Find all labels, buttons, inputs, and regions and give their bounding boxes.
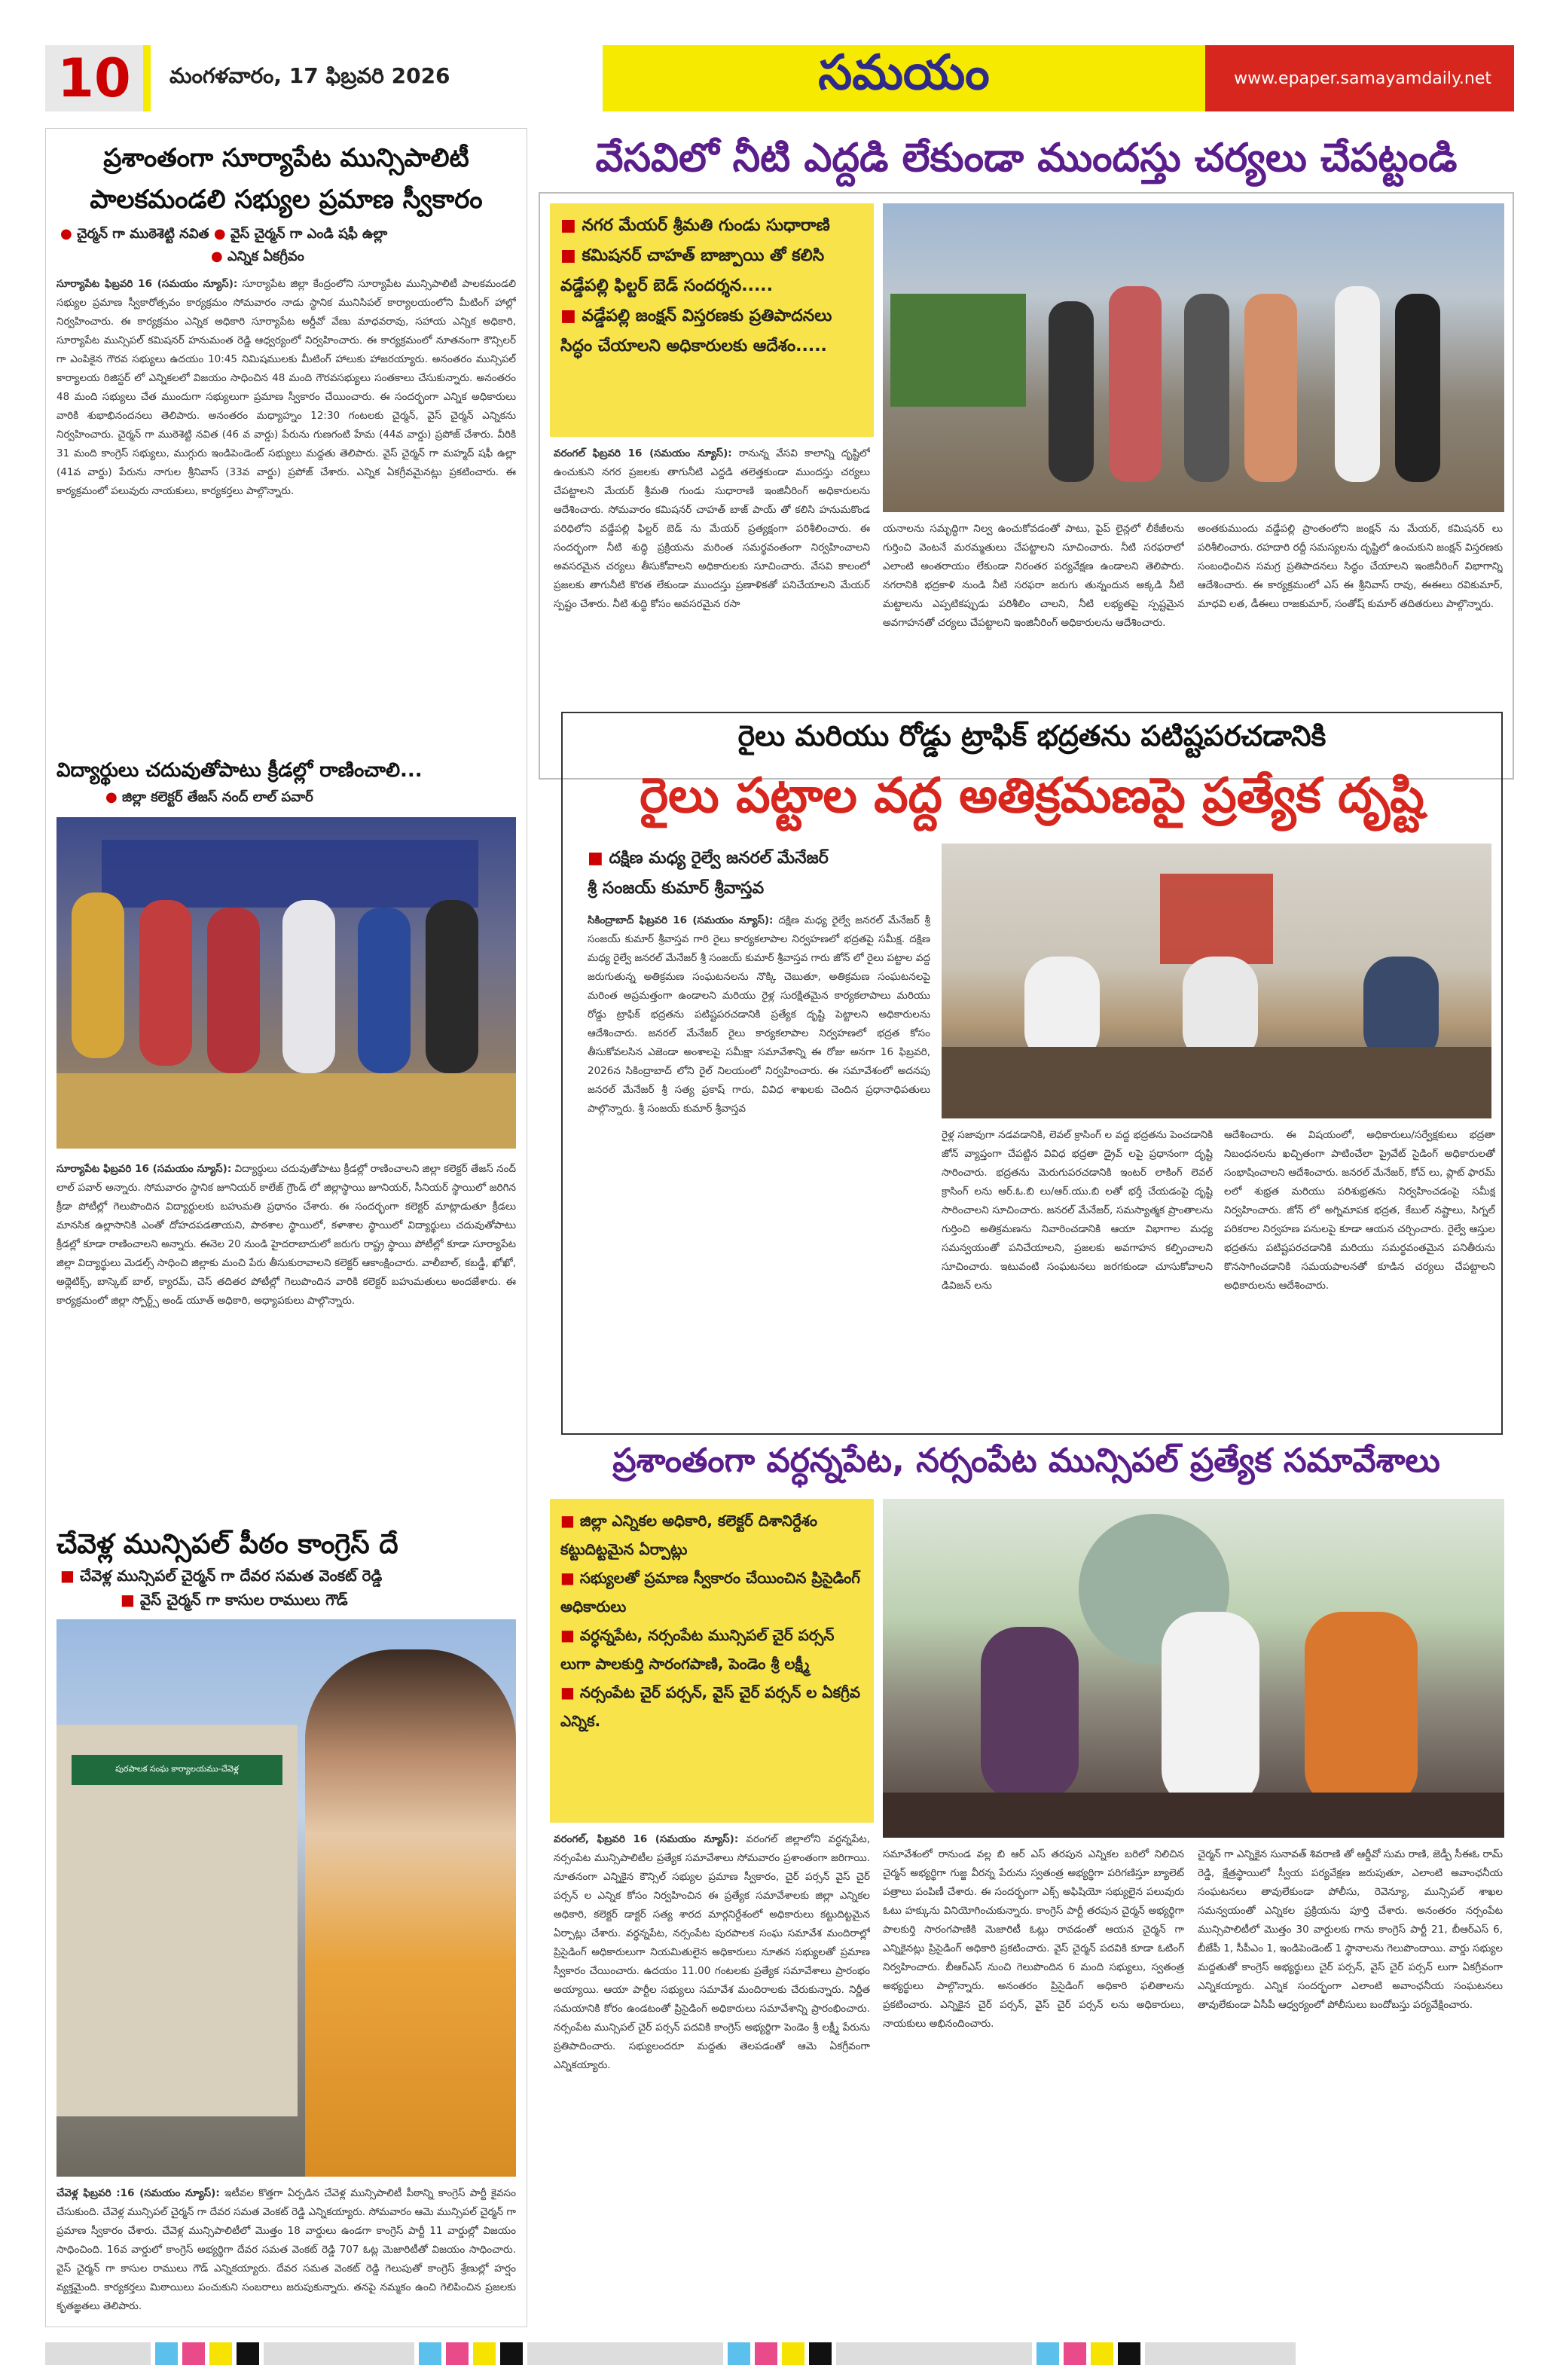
- color-swatch: [473, 2342, 496, 2365]
- person-figure: [1335, 286, 1380, 482]
- story2-body: [56, 1160, 516, 1533]
- color-swatch: [782, 2342, 804, 2365]
- story3-bullet2-wrap: [121, 1591, 527, 1613]
- color-swatch: [419, 2342, 441, 2365]
- story5-byline: [588, 844, 934, 904]
- story4-body-col3: అంతకుముందు వడ్డేపల్లి ప్రాంతంలోని జంక్షన్ ను మేయర్, కమిషనర్ లు పరిశీలించారు. రహదారి రద్దీ సమస్యలను దృష్టిలో ఉంచుకుని జంక్షన్ విస్తరణకు సంబంధించిన సమగ్ర ప్రతిపాదనలు సిద్ధం చేయాలని ఇంజినీరింగ్ విభాగాన్ని ఆదేశించారు. ఈ కార్యక్రమంలో ఎస్ ఈ శ్రీనివాస్ రావు, ఈఈలు రవికుమార్, మాధవి లత, డీఈలు రాజకుమార్, సంతోష్ కుమార్ తదితరులు పాల్గొన్నారు.: [1198, 523, 1503, 610]
- color-swatch: [182, 2342, 205, 2365]
- story4-dateline: వరంగల్ ఫిబ్రవరి 16 (సమయం న్యూస్):: [554, 447, 732, 459]
- website-link[interactable]: www.epaper.samayamdaily.net: [1205, 45, 1514, 111]
- bullet-icon: ■: [560, 1569, 580, 1587]
- story6-body-col2: సమావేశంలో రానుండ వల్ల బి ఆర్ ఎస్ తరపున ఎన్నికల బరిలో నిలిచిన చైర్మన్ అభ్యర్థిగా గుజ్జ వీరన్న పేరును స్వతంత్ర అభ్యర్థిగా పరిగణిస్తూ బ్యాలెట్ పత్రాలు పంపిణీ చేశారు. ఈ సందర్భంగా ఎక్స్ అఫిషియో సభ్యులైన పలువురు ఓటు హక్కును వినియోగించుకున్నారు. కాంగ్రెస్ పార్టీ తరపున చైర్మన్ అభ్యర్థిగా పాలకుర్తి సారంగపాణికి మెజారిటీ ఓట్లు రావడంతో ఆయన చైర్మన్ గా ఎన్నికైనట్లు ప్రిసైడింగ్ అధికారి ప్రకటించారు. వైస్ చైర్మన్ పదవికి కూడా ఓటింగ్ నిర్వహించారు. బీఆర్ఎస్ నుంచి గెలుపొందిన 6 మంది సభ్యులు, స్వతంత్ర అభ్యర్థులు పాల్గొన్నారు. అనంతరం ప్రిసైడింగ్ అధికారి ఫలితాలను ప్రకటించారు. ఎన్నికైన చైర్ పర్సన్, వైస్ చైర్ పర్సన్ లను అధికారులు, నాయకులు అభినందించారు.: [883, 1848, 1184, 2030]
- print-color-bar: [45, 2342, 1514, 2365]
- truck: [890, 294, 1026, 407]
- color-swatch: [1118, 2342, 1140, 2365]
- story5-body-col2: రైళ్ల సజావుగా నడవడానికి, లెవల్ క్రాసింగ్ ల వద్ద భద్రతను పెంచడానికి జోన్ వ్యాప్తంగా చేపట్టిన వివిధ భద్రతా డ్రైవ్ లపై ప్రధానంగా దృష్టి సారించారు. భద్రతను మెరుగుపరచడానికి ఇంటర్ లాకింగ్ లెవల్ క్రాసింగ్ లను ఆర్.ఓ.బి లు/ఆర్.యు.బి లతో భర్తీ చేయడంపై దృష్టి సారించాలని సూచించారు. జనరల్ మేనేజర్, సమస్యాత్మక ప్రాంతాలను గుర్తించి అతిక్రమణను నివారించడానికి ఆయా విభాగాల మధ్య సమన్వయంతో పనిచేయాలని, ప్రజలకు అవగాహన కల్పించాలని సూచించారు. ఇటువంటి సంఘటనలు జరగకుండా చూసుకోవాలని డివిజన్ లను: [942, 1129, 1213, 1292]
- color-swatch: [527, 2342, 723, 2365]
- story2-byline: జిల్లా కలెక్టర్ తేజస్ నంద్ లాల్ పవార్: [122, 789, 313, 805]
- issue-date: మంగళవారం, 17 ఫిబ్రవరి 2026: [151, 45, 603, 111]
- office-signboard: పురపాలక సంఘ కార్యాలయము-చేవెళ్ల: [72, 1755, 282, 1785]
- bullet-icon: ●: [213, 226, 226, 242]
- story6-body-col1: వరంగల్, ఫిబ్రవరి 16 (సమయం న్యూస్): వరంగల్ జిల్లాలోని వర్ధన్నపేట, నర్సంపేట మున్సిపాలిటీల ప్రత్యేక సమావేశాలు సోమవారం ప్రశాంతంగా జరిగాయి. నూతనంగా ఎన్నికైన కౌన్సిల్ సభ్యుల ప్రమాణ స్వీకారం, చైర్ పర్సన్ వైస్ చైర్ పర్సన్ ల ఎన్నిక కోసం నిర్వహించిన ఈ ప్రత్యేక సమావేశాలకు జిల్లా ఎన్నికల అధికారి, కలెక్టర్ డాక్టర్ సత్య శారద మార్గనిర్దేశంలో అధికారులు కట్టుదిట్టమైన ఏర్పాట్లు చేశారు. వర్ధన్నపేట, నర్సంపేట పురపాలక సంఘ సమావేశ మందిరాల్లో ప్రిసైడింగ్ అధికారులుగా నియమితులైన అధికారులు నూతన సభ్యులతో ప్రమాణ స్వీకారం చేయించారు. ఉదయం 11.00 గంటలకు ప్రత్యేక సమావేశాలు ప్రారంభం అయ్యాయి. ఆయా పార్టీల సభ్యులు సమావేశ మందిరాలకు చేరుకున్నారు. నిర్ణీత సమయానికి కోరం ఉండటంతో ప్రిసైడింగ్ అధికారులు సమావేశాన్ని ప్రారంభించారు. నర్సంపేట మున్సిపల్ చైర్ పర్సన్ పదవికి కాంగ్రెస్ అభ్యర్థిగా పెండెం శ్రీ లక్ష్మీ పేరును ప్రతిపాదించారు. సభ్యులందరూ మద్దతు తెలపడంతో ఆమె ఏకగ్రీవంగా ఎన్నికయ్యారు.: [554, 1833, 870, 2071]
- bullet-icon: ■: [60, 1567, 75, 1585]
- trophy-row: [56, 1073, 516, 1149]
- color-swatch: [836, 2342, 1032, 2365]
- story3-text: ఇటీవల కొత్తగా ఏర్పడిన చేవెళ్ల మున్సిపాలిటీ పీఠాన్ని కాంగ్రెస్ పార్టీ కైవసం చేసుకుంది. చేవెళ్ల మున్సిపల్ చైర్మన్ గా దేవర సమత వెంకట్ రెడ్డి ఎన్నికయ్యారు. సోమవారం ఆమె మున్సిపల్ చైర్మన్ గా ప్రమాణ స్వీకారం చేశారు. చేవెళ్ల మున్సిపాలిటీలో మొత్తం 18 వార్డులు ఉండగా కాంగ్రెస్ పార్టీ 11 వార్డుల్లో విజయం సాధించింది. 16వ వార్డులో కాంగ్రెస్ అభ్యర్థిగా దేవర సమత వెంకట్ రెడ్డి 707 ఓట్ల మెజారిటీతో విజయం సాధించారు. వైస్ చైర్మన్ గా కాసుల రాములు గౌడ్ ఎన్నికయ్యారు. దేవర సమత వెంకట్ రెడ్డి గెలుపుతో కాంగ్రెస్ శ్రేణుల్లో హర్షం వ్యక్తమైంది. కార్యకర్తలు మిఠాయిలు పంచుకుని సంబరాలు జరుపుకున్నారు. తనపై నమ్మకం ఉంచి గెలిపించిన ప్రజలకు కృతజ్ఞతలు తెలిపారు.: [56, 2187, 516, 2312]
- council-table: [883, 1793, 1504, 1838]
- bullet-icon: ●: [211, 249, 223, 264]
- color-swatch: [209, 2342, 232, 2365]
- story6-point: ■ సభ్యులతో ప్రమాణ స్వీకారం చేయించిన ప్రిసైడింగ్ అధికారులు: [560, 1569, 860, 1616]
- player-figure: [358, 908, 411, 1073]
- gm-figure: [1183, 957, 1258, 1062]
- player-figure: [139, 900, 192, 1066]
- story6-highlights: [550, 1499, 874, 1823]
- story1-bullet3: ఎన్నిక ఏకగ్రీవం: [227, 249, 304, 264]
- commissioner-figure: [1244, 294, 1297, 482]
- bullet-icon: ■: [560, 1512, 580, 1530]
- story6-point: ■ నర్సంపేట చైర్ పర్సన్, వైస్ చైర్ పర్సన్ ల ఏకగ్రీవ ఎన్నిక.: [560, 1683, 860, 1730]
- story1-body: [56, 275, 516, 757]
- sports-award-photo: [56, 817, 516, 1149]
- player-figure: [207, 908, 260, 1073]
- color-swatch: [45, 2342, 151, 2365]
- story5-bullet-line1: దక్షిణ మధ్య రైల్వే జనరల్ మేనేజర్: [609, 849, 829, 868]
- official-figure: [1024, 957, 1100, 1062]
- mayor-figure: [1109, 286, 1162, 482]
- bullet-icon: ■: [560, 307, 582, 325]
- story5-bullet-line2: శ్రీ సంజయ్ కుమార్ శ్రీవాస్తవ: [588, 879, 765, 898]
- story2-title: విద్యార్థులు చదువుతోపాటు క్రీడల్లో రాణించాలి...: [56, 759, 423, 782]
- story6-dateline: వరంగల్, ఫిబ్రవరి 16 (సమయం న్యూస్):: [554, 1833, 739, 1845]
- story1-bullets: [60, 226, 527, 245]
- bullet-icon: ●: [60, 226, 72, 242]
- color-swatch: [809, 2342, 832, 2365]
- bullet-icon: ■: [560, 216, 582, 235]
- bullet-icon: ■: [560, 1683, 580, 1701]
- color-swatch: [1036, 2342, 1059, 2365]
- chevella-municipal-photo: [56, 1619, 516, 2177]
- story5-kicker: రైలు మరియు రోడ్డు ట్రాఫిక్ భద్రతను పటిష్టపరచడానికి: [737, 719, 1327, 752]
- bullet-icon: ■: [121, 1591, 135, 1609]
- story4-point: ■ కమిషనర్ చాహత్ బాజ్పాయి తో కలిసి వడ్డేపల్లి ఫిల్టర్ బెడ్ సందర్శన.....: [560, 246, 825, 295]
- story3-body: [56, 2184, 516, 2324]
- railway-logo-banner: [1160, 874, 1273, 964]
- story1-bullet3-wrap: [211, 249, 437, 267]
- story4-title: వేసవిలో నీటి ఎద్దడి లేకుండా ముందస్తు చర్యలు చేపట్టండి: [595, 136, 1458, 181]
- page-number: 10: [45, 45, 143, 111]
- story3-dateline: చేవెళ్ల ఫిబ్రవరి :16 (సమయం న్యూస్):: [56, 2187, 220, 2199]
- official-figure: [1363, 957, 1439, 1062]
- stage-banner: [102, 840, 478, 908]
- story5-body-col3: ఆదేశించారు. ఈ విషయంలో, అధికారులు/సర్వేక్షకులు భద్రతా నిబంధనలను ఖచ్చితంగా పాటించేలా ప్రైవేట్ సైడింగ్ అధికారులతో సంభాషించాలని ఆదేశించారు. జనరల్ మేనేజర్, కోచ్ లు, ప్లాట్ ఫారమ్ లలో శుభ్రత మరియు పరిశుభ్రతను నిర్వహించడంపై సమీక్ష నిర్వహించారు. జోన్ లో అగ్నిమాపక భద్రత, కేబుల్ నష్టాలు, సిగ్నల్ పరికరాల నిర్వహణ పనులపై కూడా ఆయన చర్చించారు. రైల్వే ఆస్తుల భద్రతను పటిష్టపరచడానికి మరియు సమర్థవంతమైన పనితీరును కొనసాగించడానికి సమయపాలనతో కూడిన చర్యలు చేపట్టాలని అధికారులను ఆదేశించారు.: [1224, 1129, 1495, 1292]
- collector-figure: [981, 1627, 1079, 1800]
- person-figure: [1184, 294, 1229, 482]
- bullet-icon: ■: [560, 246, 582, 265]
- color-swatch: [446, 2342, 469, 2365]
- bullet-icon: ■: [588, 849, 609, 868]
- color-swatch: [755, 2342, 777, 2365]
- story5-body-col1: సికింద్రాబాద్ ఫిబ్రవరి 16 (సమయం న్యూస్): దక్షిణ మధ్య రైల్వే జనరల్ మేనేజర్ శ్రీ సంజయ్ కుమార్ శ్రీవాస్తవ గారి రైలు కార్యకలాపాల నిర్వహణలో భద్రతపై సమీక్ష. దక్షిణ మధ్య రైల్వే జనరల్ మేనేజర్ శ్రీ సంజయ్ కుమార్ శ్రీవాస్తవ గారు జోన్ లో రైలు పట్టాల వద్ద జరుగుతున్న అతిక్రమణ సంఘటనలను నొక్కి చెబుతూ, అతిక్రమణ సంఘటనలపై మరింత అప్రమత్తంగా ఉండాలని మరియు రైళ్ల సురక్షితమైన కార్యకలాపాలు మరియు రోడ్డు ట్రాఫిక్ భద్రతను పటిష్టపరచడానికి ప్రత్యేక దృష్టి పెట్టాలని అధికారులను ఆదేశించారు. జనరల్ మేనేజర్ రైలు కార్యకలాపాల నిర్వహణలో భద్రత కోసం తీసుకోవలసిన ఎజెండా అంశాలపై సమీక్షా సమావేశాన్ని ఈ రోజు అనగా 16 ఫిబ్రవరి, 2026న సికింద్రాబాద్ లోని రైల్ నిలయంలో నిర్వహించారు. ఈ సమావేశంలో అదనపు జనరల్ మేనేజర్ శ్రీ సత్య ప్రకాష్ గారు, వివిధ శాఖలకు చెందిన ప్రధానాధిపతులు పాల్గొన్నారు. శ్రీ సంజయ్ కుమార్ శ్రీవాస్తవ: [588, 914, 930, 1115]
- color-swatch: [500, 2342, 523, 2365]
- story1-title-line1: ప్రశాంతంగా సూర్యాపేట మున్సిపాలిటీ: [103, 143, 469, 173]
- story1-dateline: సూర్యాపేట ఫిబ్రవరి 16 (సమయం న్యూస్):: [56, 278, 238, 290]
- narsampet-council-photo: [883, 1499, 1504, 1838]
- color-swatch: [1145, 2342, 1296, 2365]
- story1-text: సూర్యాపేట జిల్లా కేంద్రంలోని సూర్యాపేట మున్సిపాలిటీ పాలకమండలి సభ్యుల ప్రమాణ స్వీకారోత్సవం కార్యక్రమం సోమవారం నాడు స్థానిక మునిసిపల్ కార్యాలయంలోని మీటింగ్ హాల్లో నిర్వహించారు. ఈ కార్యక్రమం ఎన్నిక అధికారి సూర్యాపేట అర్డీవో వేణు మాధవరావు, సహాయ ఎన్నిక అధికారి, సూర్యాపేట మున్సిపల్ కమిషనర్ హనుమంత రెడ్డి ఆధ్వర్యంలో నిర్వహించారు. ఈ కార్యక్రమంలో నూతనంగా కౌన్సిలర్ గా ఎంపికైన గౌరవ సభ్యులు ఉదయం 10:45 నిమిషములకు మీటింగ్ హాలుకు హాజరయ్యారు. అనంతరం మున్సిపల్ కార్యాలయ రిజిస్టర్ లో ఎన్నికలలో విజయం సాధించిన 48 మంది గౌరవసభ్యులు సంతకాలు చేసుకున్నారు. అనంతరం 48 మంది సభ్యులు చేత ముందుగా సభ్యులుగా ప్రమాణ స్వీకారం చేయించారు. ఈ సందర్భంగా ఎన్నిక అధికారులు వారికి శుభాభినందనలు తెలిపారు. అనంతరం మధ్యాహ్నం 12:30 గంటలకు చైర్మన్, వైస్ చైర్మన్ ఎన్నికను నిర్వహించారు. చైర్మన్ గా ముఠెశెట్టి నవిత (46 వ వార్డు) పేరును గుణగంటి హేమ (44వ వార్డు) ప్రపోజ్ చేశారు. వీరికి 31 మంది కాంగ్రెస్ సభ్యులు, ముగ్గురు ఇండిపెండెంట్ సభ్యులు మద్దతు తెలిపారు. వైస్ చైర్మన్ గా మహ్మద్ షఫీ ఉల్లా (41వ వార్డు) పేరును నాగుల శ్రీనివాస్ (33వ వార్డు) ప్రపోజ్ చేశారు. ఎన్నిక ఏకగ్రీవమైనట్లు ప్రకటించారు. ఈ కార్యక్రమంలో పలువురు నాయకులు, కార్యకర్తలు పాల్గొన్నారు.: [56, 278, 516, 497]
- color-swatch: [1064, 2342, 1086, 2365]
- story6-point: ■ వర్ధన్నపేట, నర్సంపేట మున్సిపల్ చైర్ పర్సన్ లుగా పాలకుర్తి సారంగపాణి, పెండెం శ్రీ లక్ష్మీ: [560, 1626, 835, 1673]
- story1-bullet1: చైర్మన్ గా ముఠెశెట్టి నవిత: [77, 226, 209, 242]
- color-swatch: [237, 2342, 259, 2365]
- color-swatch: [264, 2342, 414, 2365]
- mayor-inspection-photo: [883, 203, 1504, 512]
- story5-title: రైలు పట్టాల వద్ద అతిక్రమణపై ప్రత్యేక దృష్టి: [640, 768, 1424, 824]
- person-figure: [1395, 294, 1440, 482]
- color-swatch: [155, 2342, 178, 2365]
- bullet-icon: ●: [105, 789, 118, 805]
- color-swatch: [1091, 2342, 1113, 2365]
- official-figure: [426, 900, 478, 1073]
- chairperson-figure: [1305, 1612, 1418, 1808]
- story5-dateline: సికింద్రాబాద్ ఫిబ్రవరి 16 (సమయం న్యూస్):: [588, 914, 774, 926]
- story6-title: ప్రశాంతంగా వర్ధన్నపేట, నర్సంపేట మున్సిపల్ ప్రత్యేక సమావేశాలు: [612, 1442, 1440, 1480]
- story1-bullet2: వైస్ చైర్మన్ గా ఎండి షఫీ ఉల్లా: [230, 226, 388, 242]
- story4-body-col1: వరంగల్ ఫిబ్రవరి 16 (సమయం న్యూస్): రానున్న వేసవి కాలాన్ని దృష్టిలో ఉంచుకుని నగర ప్రజలకు తాగునీటి ఎద్దడి తలెత్తకుండా ముందస్తు చర్యలు చేపట్టాలని మేయర్ శ్రీమతి గుండు సుధారాణి ఇంజినీరింగ్ అధికారులను ఆదేశించారు. సోమవారం కమిషనర్ చాహత్ బాజ్ పాయ్ తో కలిసి హనుమకొండ పరిధిలోని వడ్డేపల్లి ఫిల్టర్ బెడ్ ను మేయర్ ప్రత్యక్షంగా పరిశీలించారు. ఈ సందర్భంగా నీటి శుద్ధి ప్రక్రియను మరింత సమర్థవంతంగా నిర్వహించాలని అవసరమైన చర్యలు తీసుకోవాలని అధికారులకు సూచించారు. వేసవి కాలంలో ప్రజలకు తాగునీటి కొరత లేకుండా ముందస్తు ప్రణాళికతో పనిచేయాలని మేయర్ స్పష్టం చేశారు. నీటి శుద్ధి కోసం అవసరమైన రసా: [554, 447, 870, 610]
- bullet-icon: ■: [560, 1626, 580, 1644]
- collector-figure: [282, 900, 335, 1073]
- gm-review-meeting-photo: [942, 844, 1491, 1118]
- story2-text: విద్యార్థులు చదువుతోపాటు క్రీడల్లో రాణించాలని జిల్లా కలెక్టర్ తేజస్ నంద్ లాల్ పవార్ అన్నారు. సోమవారం స్థానిక జూనియర్ కాలేజ్ గ్రౌండ్ లో జిల్లాస్థాయి జూనియర్, సీనియర్ స్థాయిలో జరిగిన క్రీడా పోటీల్లో గెలుపొందిన విద్యార్థులకు బహుమతి ప్రధానం చేశారు. ఈ సందర్భంగా కలెక్టర్ మాట్లాడుతూ క్రీడలు మానసిక ఉల్లాసానికి ఎంతో దోహదపడతాయని, పాఠశాల స్థాయిలో, కళాశాల స్థాయిలో విద్యార్థులు చదువుతోపాటు క్రీడల్లో కూడా రాణించాలని అన్నారు. ఈనెల 20 నుండి హైదరాబాదులో జరుగు రాష్ట్ర స్థాయి పోటీల్లో కూడా సూర్యాపేట జిల్లా విద్యార్థులు మెడల్స్ సాధించి జిల్లాకు మంచి పేరు తీసుకురావాలని కలెక్టర్ ఆకాంక్షించారు. వాలీబాల్, కబడ్డీ, ఖోఖో, అథ్లెటిక్స్, బాస్కెట్ బాల్, క్యారమ్, చెస్ తదితర పోటీల్లో గెలుపొందిన వారికి కలెక్టర్ బహుమతులు అందజేశారు. ఈ కార్యక్రమంలో జిల్లా స్పోర్ట్స్ అండ్ యూత్ అధికారి, అధ్యాపకులు పాల్గొన్నారు.: [56, 1163, 516, 1307]
- conference-table: [942, 1047, 1491, 1118]
- story4-highlights: [550, 203, 874, 437]
- story3-bullet2: వైస్ చైర్మన్ గా కాసుల రాములు గౌడ్: [139, 1591, 348, 1609]
- story2-byline-wrap: [105, 789, 527, 808]
- story3-bullet1-wrap: [60, 1567, 527, 1588]
- player-figure: [72, 892, 124, 1058]
- story4-body-col2: యనాలను సమృద్ధిగా నిల్వ ఉంచుకోవడంతో పాటు, పైప్ లైన్లలో లీకేజీలను గుర్తించి వెంటనే మరమ్మతులు చేపట్టాలని సూచించారు. నీటి సరఫరాలో ఎలాంటి అంతరాయం లేకుండా నిరంతర పర్యవేక్షణ ఉండాలని తెలిపారు. నగరానికి భద్రకాళి నుండి నీటి సరఫరా జరుగు తున్నందున అక్కడి నీటి మట్టాలను ఎప్పటికప్పుడు పరిశీలిం చాలని, నీటి లభ్యతపై స్పష్టమైన అవగాహనతో చర్యలు చేపట్టాలని ఇంజినీరింగ్ అధికారులను ఆదేశించారు.: [883, 523, 1184, 629]
- story2-dateline: సూర్యాపేట ఫిబ్రవరి 16 (సమయం న్యూస్):: [56, 1163, 232, 1175]
- official-figure: [1162, 1612, 1259, 1808]
- story6-point: ■ జిల్లా ఎన్నికల అధికారి, కలెక్టర్ దిశానిర్దేశం కట్టుదిట్టమైన ఏర్పాట్లు: [560, 1512, 817, 1558]
- story1-title-line2: పాలకమండలి సభ్యుల ప్రమాణ స్వీకారం: [90, 185, 483, 215]
- story3-title: చేవెళ్ల మున్సిపల్ పీఠం కాంగ్రెస్ దే: [56, 1529, 398, 1560]
- story4-point: ■ నగర మేయర్ శ్రీమతి గుండు సుధారాణి: [560, 216, 830, 235]
- story6-body-col3: చైర్మన్ గా ఎన్నికైన సునావత్ శివరాణి తో ఆర్డీవో సుమ రాణి, జెడ్పీ సీఈఓ రామ్ రెడ్డి, క్షేత్రస్థాయిలో స్వీయ పర్యవేక్షణ జరుపుతూ, ఎలాంటి అవాంఛనీయ సంఘటనలు తావులేకుండా పోలీసు, రెవెన్యూ, మున్సిపల్ శాఖల సమన్వయంతో ఎన్నికల ప్రక్రియను పూర్తి చేశారు. అనంతరం నర్సంపేట మున్సిపాలిటీలో మొత్తం 30 వార్డులకు గాను కాంగ్రెస్ పార్టీ 21, బీఆర్ఎస్ 6, బీజేపీ 1, సీపీఎం 1, ఇండిపెండెంట్ 1 స్థానాలను గెలుపొందాయి. వార్డు సభ్యుల మద్దతుతో కాంగ్రెస్ అభ్యర్థులు చైర్ పర్సన్, వైస్ చైర్ పర్సన్ లుగా ఏకగ్రీవంగా ఎన్నికయ్యారు. ఎన్నిక సందర్భంగా ఎలాంటి అవాంఛనీయ సంఘటనలు తావులేకుండా ఏసీపీ ఆధ్వర్యంలో పోలీసులు బందోబస్తు పర్యవేక్షించారు.: [1198, 1848, 1503, 2011]
- masthead: సమయం: [603, 45, 1205, 111]
- story4-point: ■ వడ్డేపల్లి జంక్షన్ విస్తరణకు ప్రతిపాదనలు సిద్ధం చేయాలని అధికారులకు ఆదేశం.....: [560, 307, 832, 355]
- chairperson-portrait: [305, 1649, 516, 2177]
- story3-bullet1: చేవెళ్ల మున్సిపల్ చైర్మన్ గా దేవర సమత వెంకట్ రెడ్డి: [79, 1567, 383, 1585]
- person-figure: [1049, 301, 1094, 482]
- color-swatch: [728, 2342, 750, 2365]
